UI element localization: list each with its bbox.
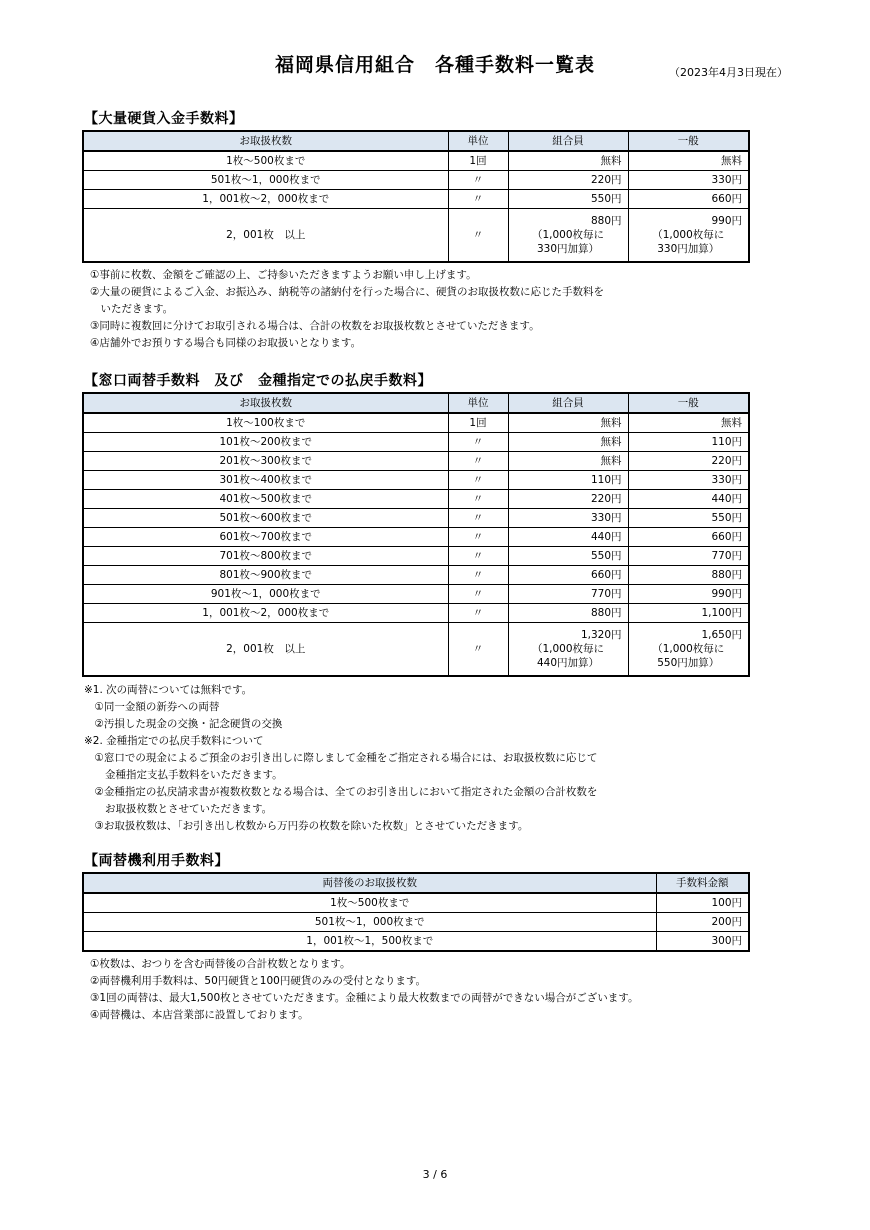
unit-cell: 〃 (448, 471, 508, 490)
note-line: ③お取扱枚数は、「お引き出し枚数から万円券の枚数を除いた枚数」とさせていただきます。 (84, 820, 529, 832)
range-cell: 1，001枚～1，500枚まで (83, 932, 656, 952)
unit-cell: 〃 (448, 490, 508, 509)
section1-notes (90, 267, 604, 352)
note-line: ②汚損した現金の交換・記念硬貨の交換 (84, 718, 283, 730)
unit-cell: 1回 (448, 413, 508, 433)
section2-heading: 【窓口両替手数料 及び 金種指定での払戻手数料】 (84, 373, 432, 389)
note-line: ③1回の両替は、最大1,500枚とさせていただきます。金種により最大枚数までの両替ができない場合がございます。 (90, 992, 639, 1004)
note-line: ①窓口での現金によるご預金のお引き出しに際しまして金種をご指定される場合には、お取扱枚数に応じて (84, 752, 598, 764)
fee-note: （1,000枚毎に (531, 229, 605, 241)
member-fee-cell: 無料 (508, 413, 628, 433)
table-row (83, 604, 749, 623)
fee-amount: 880円 (590, 215, 622, 227)
table-row (83, 433, 749, 452)
member-fee-cell (508, 623, 628, 677)
range-cell: 2，001枚 以上 (83, 209, 448, 263)
table-header-row (83, 131, 749, 151)
range-cell: 501枚～1，000枚まで (83, 913, 656, 932)
member-fee-cell: 770円 (508, 585, 628, 604)
table-row (83, 932, 749, 952)
section2-notes (84, 682, 597, 835)
fee-note: 330円加算） (536, 243, 600, 255)
range-cell: 901枚～1，000枚まで (83, 585, 448, 604)
fee-amount: 1,320円 (580, 629, 622, 641)
fee-amount: 990円 (711, 215, 742, 227)
general-fee-cell: 660円 (628, 528, 749, 547)
general-fee-cell: 440円 (628, 490, 749, 509)
member-fee-cell: 660円 (508, 566, 628, 585)
section3-heading: 【両替機利用手数料】 (84, 853, 229, 869)
range-cell: 501枚～1，000枚まで (83, 171, 448, 190)
col-header: 両替後のお取扱枚数 (83, 873, 656, 893)
table-row (83, 171, 749, 190)
section1-table (82, 130, 750, 263)
table-row (83, 623, 749, 677)
range-cell: 201枚～300枚まで (83, 452, 448, 471)
member-fee-cell: 440円 (508, 528, 628, 547)
member-fee-cell: 220円 (508, 171, 628, 190)
general-fee-cell: 1,100円 (628, 604, 749, 623)
range-cell: 1枚～500枚まで (83, 893, 656, 913)
col-header: お取扱枚数 (83, 393, 448, 413)
fee-amount: 1,650円 (701, 629, 742, 641)
unit-cell: 1回 (448, 151, 508, 171)
note-line: ②金種指定の払戻請求書が複数枚数となる場合は、全てのお引き出しにおいて指定された金額の合計枚数を (84, 786, 598, 798)
note-line: 金種指定支払手数料をいただきます。 (84, 769, 283, 781)
unit-cell: 〃 (448, 547, 508, 566)
table-row (83, 413, 749, 433)
note-line: ④両替機は、本店営業部に設置しております。 (90, 1009, 309, 1021)
unit-cell: 〃 (448, 171, 508, 190)
general-fee-cell: 880円 (628, 566, 749, 585)
table-row (83, 452, 749, 471)
unit-cell: 〃 (448, 623, 508, 677)
note-line: お取扱枚数とさせていただきます。 (84, 803, 273, 815)
general-fee-cell (628, 623, 749, 677)
general-fee-cell (628, 209, 749, 263)
col-header: お取扱枚数 (83, 131, 448, 151)
member-fee-cell: 220円 (508, 490, 628, 509)
table-row (83, 893, 749, 913)
range-cell: 1枚～500枚まで (83, 151, 448, 171)
member-fee-cell: 330円 (508, 509, 628, 528)
col-header: 一般 (628, 393, 749, 413)
fee-cell: 100円 (656, 893, 749, 913)
unit-cell: 〃 (448, 509, 508, 528)
range-cell: 101枚～200枚まで (83, 433, 448, 452)
table-row (83, 190, 749, 209)
member-fee-cell: 550円 (508, 190, 628, 209)
member-fee-cell: 550円 (508, 547, 628, 566)
unit-cell: 〃 (448, 190, 508, 209)
range-cell: 401枚～500枚まで (83, 490, 448, 509)
note-line: ②両替機利用手数料は、50円硬貨と100円硬貨のみの受付となります。 (90, 975, 426, 987)
note-line: ③同時に複数回に分けてお取引される場合は、合計の枚数をお取扱枚数とさせていただきます。 (90, 320, 540, 332)
range-cell: 601枚～700枚まで (83, 528, 448, 547)
range-cell: 1，001枚～2，000枚まで (83, 604, 448, 623)
note-line: ①枚数は、おつりを含む両替後の合計枚数となります。 (90, 958, 351, 970)
fee-note: （1,000枚毎に (652, 643, 725, 655)
general-fee-cell: 110円 (628, 433, 749, 452)
range-cell: 1枚～100枚まで (83, 413, 448, 433)
page-number: 3 / 6 (422, 1168, 448, 1181)
section3-notes (90, 956, 638, 1024)
member-fee-cell: 880円 (508, 604, 628, 623)
fee-cell: 300円 (656, 932, 749, 952)
as-of-date: （2023年4月3日現在） (669, 66, 788, 79)
note-line: ※2. 金種指定での払戻手数料について (84, 735, 264, 747)
table-row (83, 151, 749, 171)
table-row (83, 471, 749, 490)
fee-note: 550円加算） (657, 657, 720, 669)
note-line: ※1. 次の両替については無料です。 (84, 684, 253, 696)
general-fee-cell: 330円 (628, 171, 749, 190)
general-fee-cell: 無料 (628, 413, 749, 433)
range-cell: 301枚～400枚まで (83, 471, 448, 490)
general-fee-cell: 220円 (628, 452, 749, 471)
col-header: 手数料金額 (656, 873, 749, 893)
col-header: 一般 (628, 131, 749, 151)
note-line: ②大量の硬貨によるご入金、お振込み、納税等の諸納付を行った場合に、硬貨のお取扱枚数に応じた手数料を (90, 286, 605, 298)
unit-cell: 〃 (448, 604, 508, 623)
table-row (83, 585, 749, 604)
col-header: 組合員 (508, 131, 628, 151)
unit-cell: 〃 (448, 209, 508, 263)
col-header: 単位 (448, 131, 508, 151)
fee-note: （1,000枚毎に (652, 229, 725, 241)
member-fee-cell (508, 209, 628, 263)
unit-cell: 〃 (448, 528, 508, 547)
table-row (83, 209, 749, 263)
unit-cell: 〃 (448, 585, 508, 604)
fee-note: 440円加算） (536, 657, 600, 669)
general-fee-cell: 990円 (628, 585, 749, 604)
range-cell: 801枚～900枚まで (83, 566, 448, 585)
member-fee-cell: 110円 (508, 471, 628, 490)
fee-note: （1,000枚毎に (531, 643, 605, 655)
col-header: 単位 (448, 393, 508, 413)
note-line: ④店舗外でお預りする場合も同様のお取扱いとなります。 (90, 337, 362, 349)
range-cell: 501枚～600枚まで (83, 509, 448, 528)
unit-cell: 〃 (448, 452, 508, 471)
member-fee-cell: 無料 (508, 151, 628, 171)
general-fee-cell: 330円 (628, 471, 749, 490)
member-fee-cell: 無料 (508, 433, 628, 452)
col-header: 組合員 (508, 393, 628, 413)
table-row (83, 913, 749, 932)
general-fee-cell: 550円 (628, 509, 749, 528)
general-fee-cell: 660円 (628, 190, 749, 209)
unit-cell: 〃 (448, 566, 508, 585)
note-line: いただきます。 (90, 303, 174, 315)
range-cell: 2，001枚 以上 (83, 623, 448, 677)
fee-note: 330円加算） (657, 243, 720, 255)
general-fee-cell: 無料 (628, 151, 749, 171)
note-line: ①事前に枚数、金額をご確認の上、ご持参いただきますようお願い申し上げます。 (90, 269, 477, 281)
table-header-row (83, 873, 749, 893)
range-cell: 701枚～800枚まで (83, 547, 448, 566)
unit-cell: 〃 (448, 433, 508, 452)
page-title: 福岡県信用組合 各種手数料一覧表 (274, 54, 595, 76)
range-cell: 1，001枚～2，000枚まで (83, 190, 448, 209)
section1-heading: 【大量硬貨入金手数料】 (84, 111, 244, 127)
section2-table (82, 392, 750, 677)
table-row (83, 490, 749, 509)
fee-cell: 200円 (656, 913, 749, 932)
section3-table (82, 872, 750, 952)
general-fee-cell: 770円 (628, 547, 749, 566)
table-row (83, 528, 749, 547)
member-fee-cell: 無料 (508, 452, 628, 471)
table-row (83, 509, 749, 528)
table-row (83, 566, 749, 585)
note-line: ①同一金額の新券への両替 (84, 701, 220, 713)
table-header-row (83, 393, 749, 413)
table-row (83, 547, 749, 566)
